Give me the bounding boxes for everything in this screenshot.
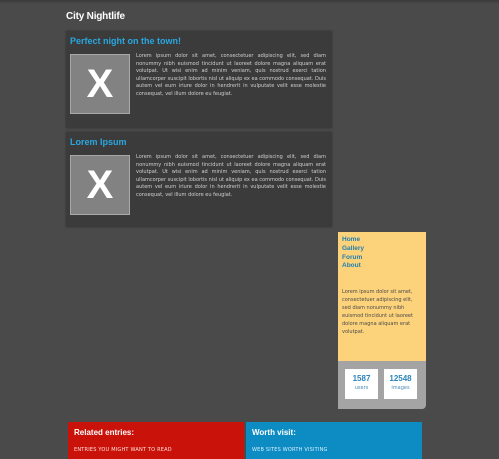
sidebar <box>338 232 426 409</box>
stat-users <box>345 369 378 399</box>
footer-related-entries <box>68 422 244 459</box>
post-thumbnail-placeholder[interactable] <box>70 54 130 114</box>
nav-link-gallery[interactable]: Gallery <box>342 244 365 252</box>
footer-visit-title: Worth visit: <box>252 428 296 437</box>
footer-related-title: Related entries: <box>74 428 135 437</box>
site-title[interactable]: City Nightlife <box>66 11 125 22</box>
image-placeholder-icon: X <box>86 163 114 207</box>
stat-images-label: images <box>391 385 410 391</box>
post-body: Lorem ipsum dolor sit amet, consectetuer adipiscing elit, sed diam nonummy nibh euismod tincidunt ut laoreet dolore magna aliquam erat volutpat. Ut wisi enim ad minim veniam, quis nostrud exerci tation ullamcorper suscipit lobortis nisl ut aliquip ex ea commodo consequat. Duis autem vel eum iriure dolor in hendrerit in vulputate velit esse molestie consequat, vel illum dolore eu feugiat. <box>136 53 326 97</box>
post-card <box>66 31 332 128</box>
nav-link-about[interactable]: About <box>342 262 361 270</box>
sidebar-panel <box>338 232 426 361</box>
top-bar <box>0 0 499 4</box>
stat-images-value: 12548 <box>389 374 412 383</box>
footer-related-subtitle: ENTRIES YOU MIGHT WANT TO READ <box>74 447 172 453</box>
post-title[interactable]: Perfect night on the town! <box>70 36 181 46</box>
nav-link-home[interactable]: Home <box>342 236 361 243</box>
stat-users-value: 1587 <box>352 374 371 383</box>
post-thumbnail-placeholder[interactable] <box>70 155 130 215</box>
nav-link-forum[interactable]: Forum <box>342 253 363 261</box>
post-body: Lorem ipsum dolor sit amet, consectetuer adipiscing elit, sed diam nonummy nibh euismod tincidunt ut laoreet dolore magna aliquam erat volutpat. Ut wisi enim ad minim veniam, quis nostrud exerci tation ullamcorper suscipit lobortis nisl ut aliquip ex ea commodo consequat. Duis autem vel eum iriure dolor in hendrerit in vulputate velit esse molestie consequat, vel illum dolore eu feugiat. <box>136 154 326 198</box>
stat-images <box>384 369 417 399</box>
post-title[interactable]: Lorem Ipsum <box>70 137 127 147</box>
sidebar-nav <box>342 236 364 271</box>
image-placeholder-icon: X <box>86 62 114 106</box>
sidebar-text: Lorem ipsum dolor sit amet, consectetuer adipiscing elit, sed diam nonummy nibh euismod tincidunt ut laoreet dolore magna aliquam erat volutpat. <box>342 289 413 335</box>
footer-visit-subtitle: WEB SITES WORTH VISITING <box>252 447 328 453</box>
post-card <box>66 132 332 227</box>
footer-worth-visit <box>246 422 422 459</box>
stat-users-label: users <box>354 385 369 391</box>
